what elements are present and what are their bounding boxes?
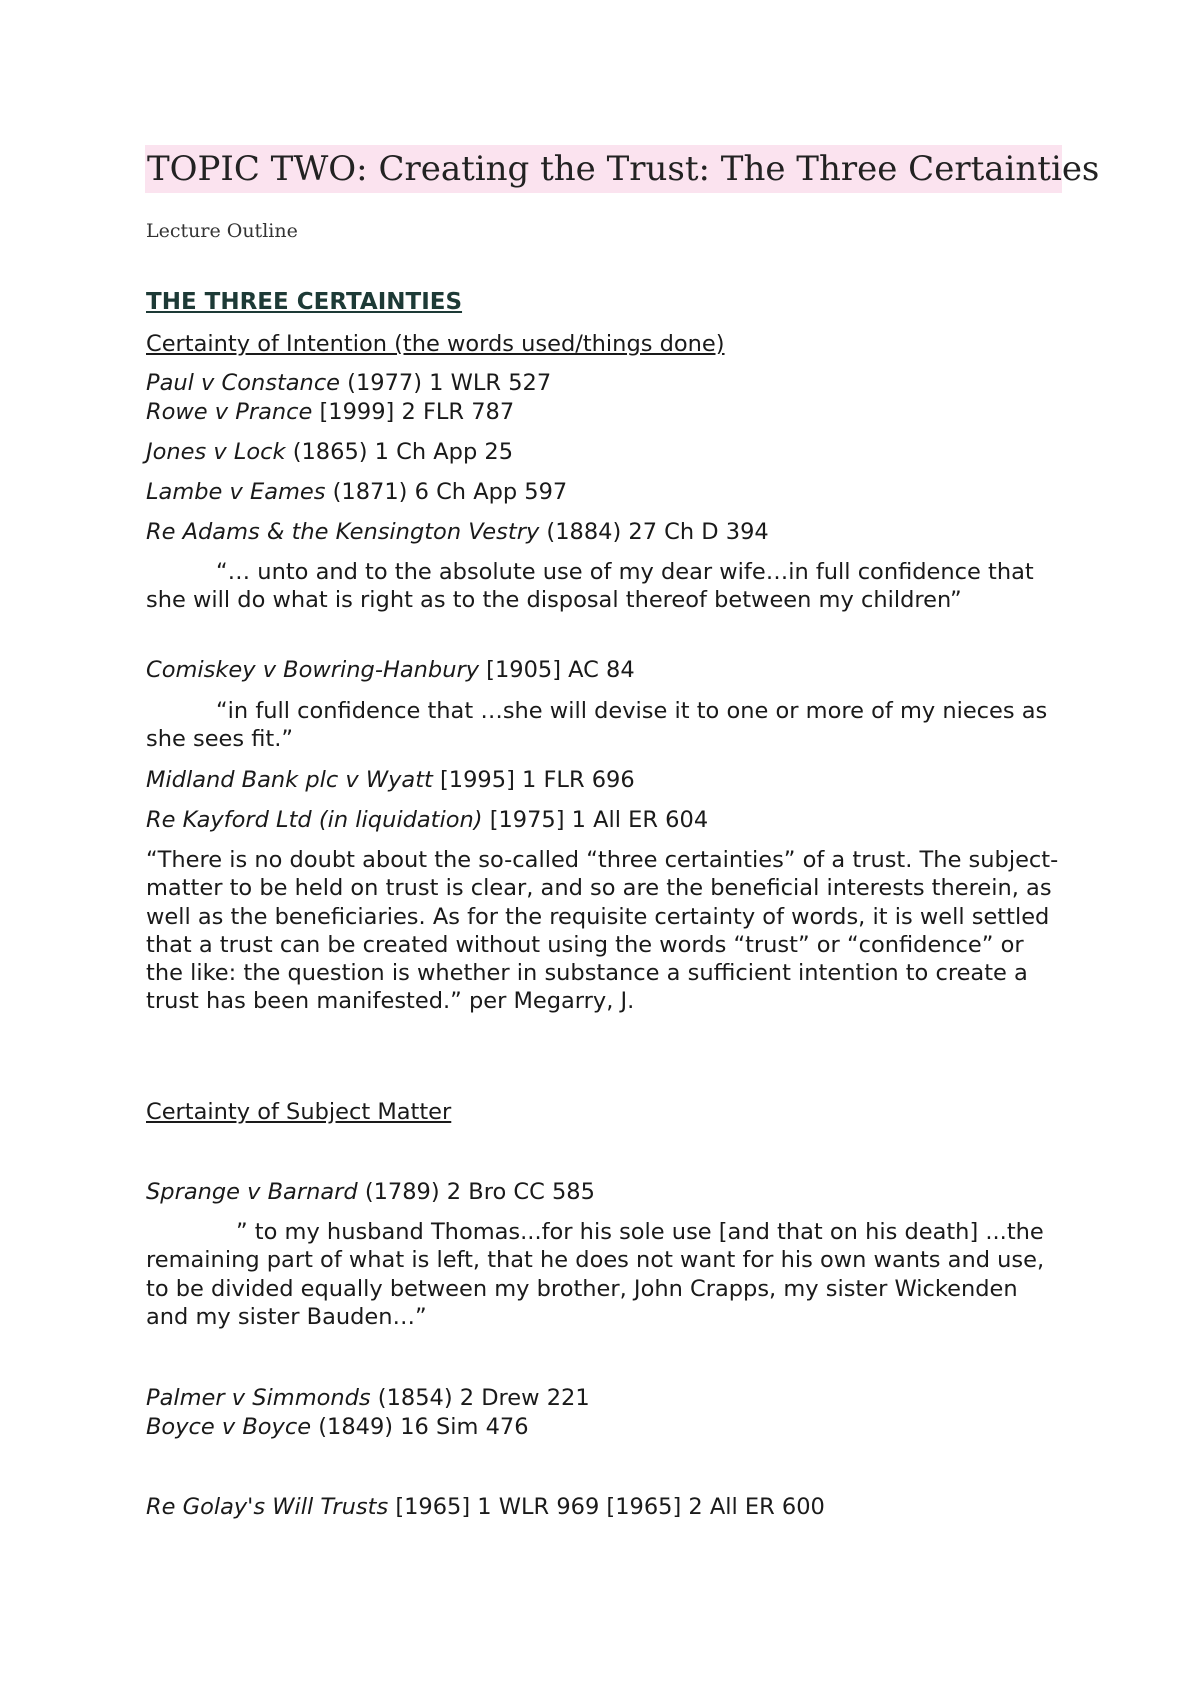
case-name: Lambe v Eames	[146, 479, 326, 505]
case-name: Paul v Constance	[146, 370, 341, 396]
quote-paragraph: ” to my husband Thomas...for his sole use [and that on his death] ...the remaining part of what is left, that he does not want for his own wants and use, to be divided equally between my brother, John Crapps, my sister Wickenden and my sister Bauden…”	[146, 1219, 1045, 1330]
case-citation	[146, 398, 514, 426]
case-reference: (1849) 16 Sim 476	[311, 1414, 529, 1440]
case-reference: [1995] 1 FLR 696	[432, 767, 635, 793]
case-citation	[146, 369, 551, 397]
case-reference: [1999] 2 FLR 787	[312, 399, 515, 425]
document-subtitle: Lecture Outline	[146, 220, 298, 242]
case-name: Palmer v Simmonds	[146, 1385, 371, 1411]
case-name: Midland Bank plc v Wyatt	[146, 767, 433, 793]
case-reference: (1871) 6 Ch App 597	[325, 479, 568, 505]
case-citation	[146, 766, 635, 794]
case-name: Jones v Lock	[146, 439, 286, 465]
case-reference: (1884) 27 Ch D 394	[539, 519, 769, 545]
case-name: Comiskey v Bowring-Hanbury	[146, 657, 480, 683]
case-citation	[146, 1493, 825, 1521]
case-citation	[146, 1178, 595, 1206]
case-name: Re Kayford Ltd (in liquidation)	[146, 807, 483, 833]
case-citation	[146, 806, 708, 834]
quote-paragraph: “in full confidence that …she will devise it to one or more of my nieces as she sees fit.”	[146, 698, 1048, 753]
quote-paragraph: “… unto and to the absolute use of my dear wife…in full confidence that she will do what is right as to the disposal thereof between my children”	[146, 559, 1034, 614]
case-reference: [1905] AC 84	[479, 657, 635, 683]
case-reference: (1789) 2 Bro CC 585	[357, 1179, 595, 1205]
case-citation	[146, 656, 635, 684]
document-title: TOPIC TWO: Creating the Trust: The Three Certainties	[145, 145, 1062, 193]
section-heading: THE THREE CERTAINTIES	[146, 289, 463, 315]
case-reference: (1977) 1 WLR 527	[340, 370, 552, 396]
case-name: Re Adams & the Kensington Vestry	[146, 519, 540, 545]
case-citation	[146, 518, 769, 546]
section-certainty-of-subject-matter: Certainty of Subject Matter	[146, 1099, 452, 1125]
section-certainty-of-intention: Certainty of Intention (the words used/things done)	[146, 331, 725, 357]
case-reference: [1965] 1 WLR 969 [1965] 2 All ER 600	[388, 1494, 825, 1520]
case-citation	[146, 438, 513, 466]
quote-paragraph: “There is no doubt about the so-called “three certainties” of a trust. The subject-matter to be held on trust is clear, and so are the beneficial interests therein, as well as the beneficiaries. As for the requisite certainty of words, it is well settled that a trust can be created without using the words “trust” or “confidence” or the like: the question is whether in substance a sufficient intention to create a trust has been manifested.” per Megarry, J.	[146, 847, 1059, 1015]
case-reference: (1854) 2 Drew 221	[370, 1385, 590, 1411]
case-citation	[146, 1384, 590, 1412]
case-citation	[146, 1413, 529, 1441]
case-reference: [1975] 1 All ER 604	[482, 807, 709, 833]
case-name: Sprange v Barnard	[146, 1179, 358, 1205]
case-citation	[146, 478, 567, 506]
case-name: Boyce v Boyce	[146, 1414, 312, 1440]
case-name: Rowe v Prance	[146, 399, 313, 425]
case-name: Re Golay's Will Trusts	[146, 1494, 389, 1520]
case-reference: (1865) 1 Ch App 25	[285, 439, 514, 465]
